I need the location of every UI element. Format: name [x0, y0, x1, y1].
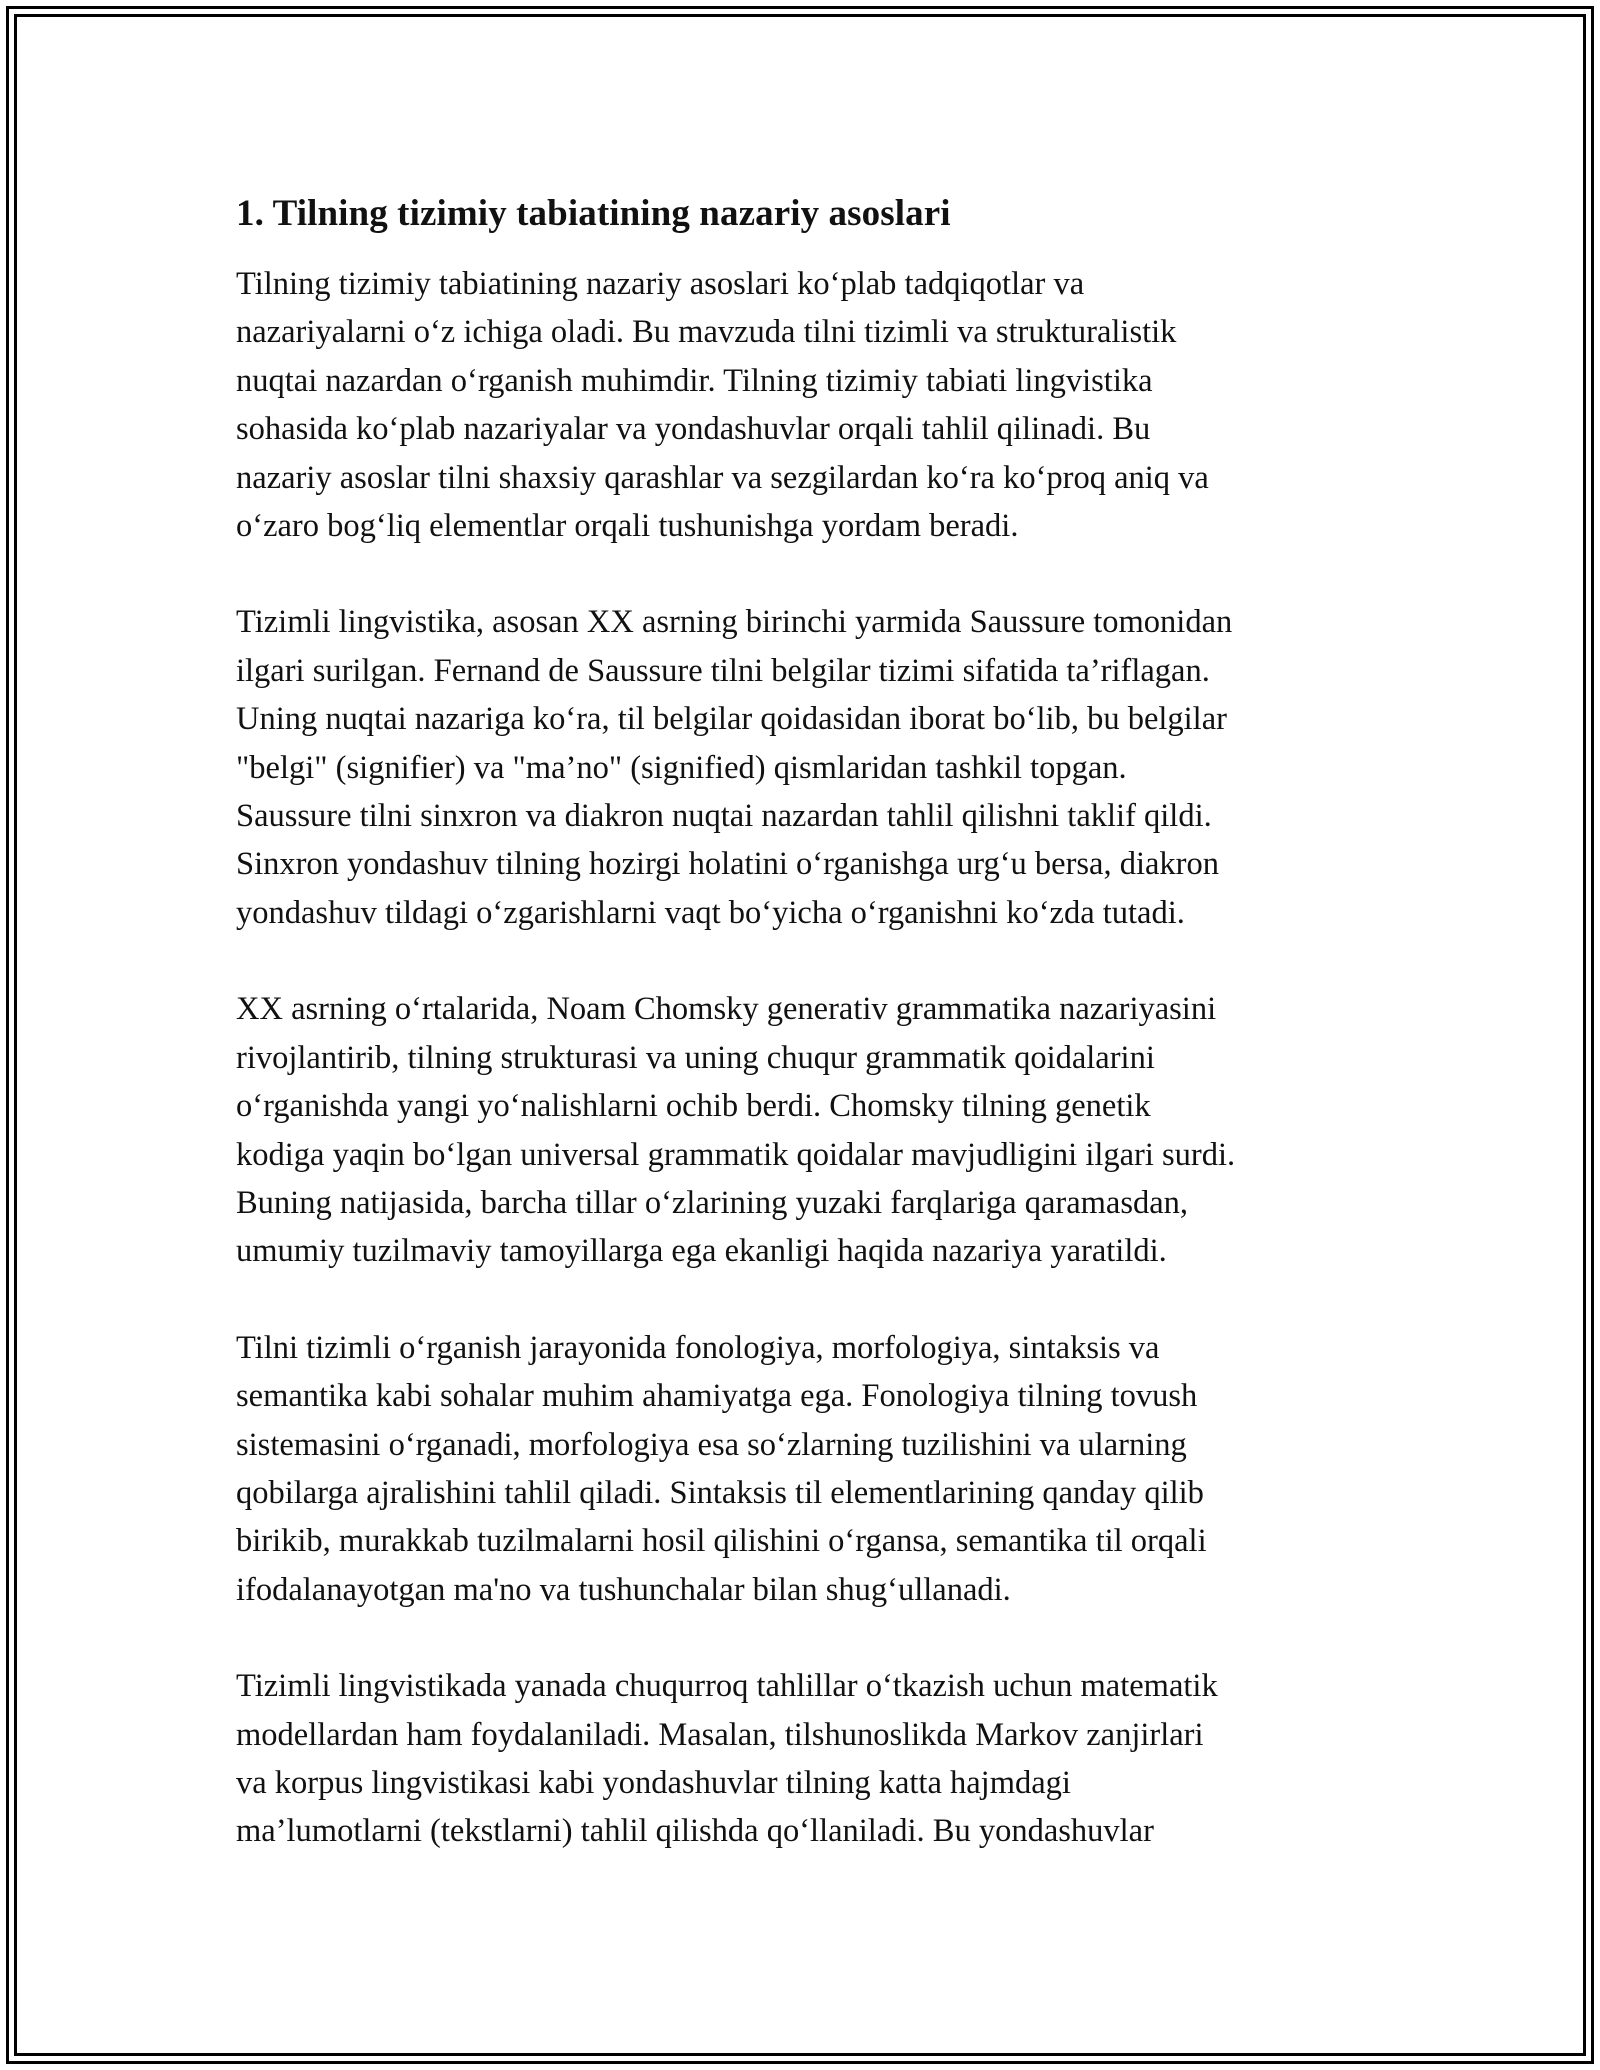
document-body: [236, 190, 1386, 1904]
paragraph-2: Tizimli lingvistika, asosan XX asrning birinchi yarmida Saussure tomonidan ilgari surilgan. Fernand de Saussure tilni belgilar tizimi sifatida ta’riflagan. Uning nuqtai nazariga ko‘ra, til belgilar qoidasidan iborat bo‘lib, bu belgilar "belgi" (signifier) va "ma’no" (signified) qismlaridan tashkil topgan. Saussure tilni sinxron va diakron nuqtai nazardan tahlil qilishni taklif qildi. Sinxron yondashuv tilning hozirgi holatini o‘rganishga urg‘u bersa, diakron yondashuv tildagi o‘zgarishlarni vaqt bo‘yicha o‘rganishni ko‘zda tutadi.: [236, 604, 1233, 931]
paragraph-5: Tizimli lingvistikada yanada chuqurroq tahlillar o‘tkazish uchun matematik modellardan ham foydalaniladi. Masalan, tilshunoslikda Markov zanjirlari va korpus lingvistikasi kabi yondashuvlar tilning katta hajmdagi ma’lumotlarni (tekstlarni) tahlil qilishda qo‘llaniladi. Bu yondashuvlar: [236, 1668, 1218, 1850]
paragraph-4: Tilni tizimli o‘rganish jarayonida fonologiya, morfologiya, sintaksis va semantika kabi sohalar muhim ahamiyatga ega. Fonologiya tilning tovush sistemasini o‘rganadi, morfologiya esa so‘zlarning tuzilishini va ularning qobilarga ajralishini tahlil qiladi. Sintaksis til elementlarining qanday qilib birikib, murakkab tuzilmalarni hosil qilishini o‘rgansa, semantika til orqali ifodalanayotgan ma'no va tushunchalar bilan shug‘ullanadi.: [236, 1329, 1207, 1608]
paragraph-3: XX asrning o‘rtalarida, Noam Chomsky generativ grammatika nazariyasini rivojlantirib, tilning strukturasi va uning chuqur grammatik qoidalarini o‘rganishda yangi yo‘nalishlarni ochib berdi. Chomsky tilning genetik kodiga yaqin bo‘lgan universal grammatik qoidalar mavjudligini ilgari surdi. Buning natijasida, barcha tillar o‘zlarining yuzaki farqlariga qaramasdan, umumiy tuzilmaviy tamoyillarga ega ekanligi haqida nazariya yaratildi.: [236, 991, 1236, 1270]
paragraph-1: Tilning tizimiy tabiatining nazariy asoslari ko‘plab tadqiqotlar va nazariyalarni o‘z ichiga oladi. Bu mavzuda tilni tizimli va strukturalistik nuqtai nazardan o‘rganish muhimdir. Tilning tizimiy tabiati lingvistika sohasida ko‘plab nazariyalar va yondashuvlar orqali tahlil qilinadi. Bu nazariy asoslar tilni shaxsiy qarashlar va sezgilardan ko‘ra ko‘proq aniq va o‘zaro bog‘liq elementlar orqali tushunishga yordam beradi.: [236, 266, 1209, 545]
section-heading: 1. Tilning tizimiy tabiatining nazariy asoslari: [236, 193, 951, 234]
